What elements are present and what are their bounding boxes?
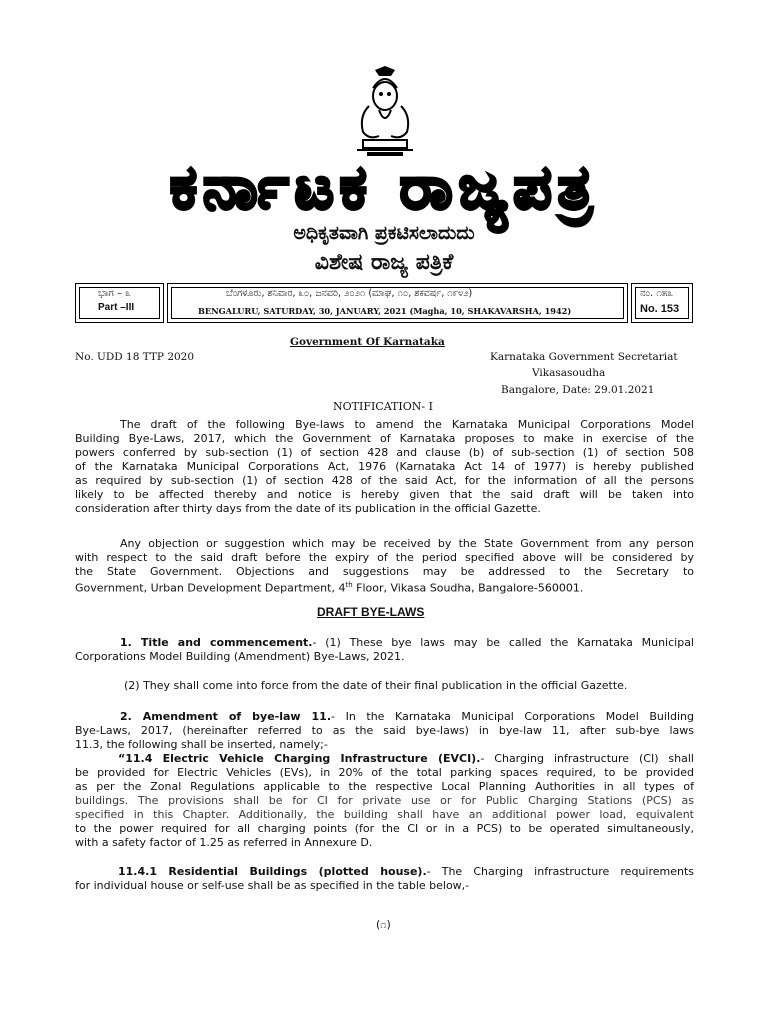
date-box xyxy=(167,283,628,323)
office-line-2: Vikasasoudha xyxy=(532,367,606,379)
evci-line: specified in this Chapter. Additionally, the building shall have an additional power load, equivalent xyxy=(75,808,694,821)
para1-line: powers conferred by sub-section (1) of section 428 and clause (b) of sub-section (1) of section 508 xyxy=(75,446,694,459)
section1-sub2: (2) They shall come into force from the date of their final publication in the official Gazette. xyxy=(124,679,628,692)
para1-line: The draft of the following Bye-laws to amend the Karnataka Municipal Corporations Model xyxy=(120,418,694,431)
para1-line: Building Bye-Laws, 2017, which the Government of Karnataka proposes to make in exercise of the xyxy=(75,432,694,445)
section1-line: Corporations Model Building (Amendment) Bye-Laws, 2021. xyxy=(75,650,405,663)
residential-line: 11.4.1 Residential Buildings (plotted house).- The Charging infrastructure requirements xyxy=(118,865,694,878)
government-heading: Government Of Karnataka xyxy=(290,336,445,348)
residential-line: for individual house or self-use shall be as specified in the table below,- xyxy=(75,879,470,892)
number-english: No. 153 xyxy=(640,303,680,315)
state-emblem-icon xyxy=(339,66,431,158)
number-box xyxy=(631,283,693,323)
evci-line: be provided for Electric Vehicles (EVs), in 20% of the total parking spaces required, to be provided xyxy=(75,766,694,779)
draft-heading: DRAFT BYE-LAWS xyxy=(317,605,425,619)
para1-line: as required by sub-section (1) of section 428 of the said Act, for the information of all the persons xyxy=(75,474,694,487)
para1-line: consideration after thirty days from the date of its publication in the official Gazette. xyxy=(75,502,541,515)
para2-line: with respect to the said draft before the expiry of the period specified above will be considered by xyxy=(75,551,694,564)
evci-line: as per the Zonal Regulations applicable to the respective Local Planning Authorities in all types of xyxy=(75,780,694,793)
para2-line-last: Government, Urban Development Department, 4th Floor, Vikasa Soudha, Bangalore-560001. xyxy=(75,581,584,595)
notification-title: NOTIFICATION- I xyxy=(333,400,433,413)
para2-line: Any objection or suggestion which may be received by the State Government from any person xyxy=(120,537,694,550)
gazette-title: ಕರ್ನಾಟಕ ರಾಜ್ಯಪತ್ರ xyxy=(170,153,598,223)
gazette-subtitle-2: ವಿಶೇಷ ರಾಜ್ಯ ಪತ್ರಿಕೆ xyxy=(314,250,454,275)
section2-line: 2. Amendment of bye-law 11.- In the Karnataka Municipal Corporations Model Building xyxy=(120,710,694,723)
evci-line: buildings. The provisions shall be for CI for private use or for Public Charging Stations (PCS) as xyxy=(75,794,694,807)
part-box xyxy=(75,283,164,323)
place-date: Bangalore, Date: 29.01.2021 xyxy=(501,384,655,396)
office-line-1: Karnataka Government Secretariat xyxy=(490,351,678,363)
section2-line: Bye-Laws, 2017, (hereinafter referred to as the said bye-laws) in bye-law 11, after sub-bye laws xyxy=(75,724,694,737)
file-number: No. UDD 18 TTP 2020 xyxy=(75,351,195,363)
para2-line: the State Government. Objections and suggestions may be addressed to the Secretary to xyxy=(75,565,694,578)
evci-line: to the power required for all charging points (for the CI or in a PCS) to be operated simultaneously, xyxy=(75,822,694,835)
section1-line: 1. Title and commencement.- (1) These bye laws may be called the Karnataka Municipal xyxy=(120,636,694,649)
section2-line: 11.3, the following shall be inserted, namely;- xyxy=(75,738,328,751)
para1-line: of the Karnataka Municipal Corporations Act, 1976 (Karnataka Act 14 of 1977) is hereby published xyxy=(75,460,694,473)
number-kannada: ನಂ. ೧೫೩ xyxy=(640,288,674,299)
part-english: Part –III xyxy=(98,302,135,313)
date-kannada: ಬೆಂಗಳೂರು, ಶನಿವಾರ, ೩೦, ಜನವರಿ, ೨೦೨೧ (ಮಾಘ, ೧೦, ಶಕವರ್ಷ, ೧೯೪೨) xyxy=(226,288,473,299)
para1-line: likely to be affected thereby and notice is hereby given that the said draft will be taken into xyxy=(75,488,694,501)
part-kannada: ಭಾಗ – ೩ xyxy=(98,288,131,299)
page-number: (೧) xyxy=(376,918,391,931)
date-english: BENGALURU, SATURDAY, 30, JANUARY, 2021 (Magha, 10, SHAKAVARSHA, 1942) xyxy=(198,306,572,316)
evci-line: “11.4 Electric Vehicle Charging Infrastructure (EVCI).- Charging infrastructure (CI) shall xyxy=(118,752,694,765)
evci-line: with a safety factor of 1.25 as referred in Annexure D. xyxy=(75,836,373,849)
gazette-subtitle: ಅಧಿಕೃತವಾಗಿ ಪ್ರಕಟಿಸಲಾದುದು xyxy=(293,222,475,244)
